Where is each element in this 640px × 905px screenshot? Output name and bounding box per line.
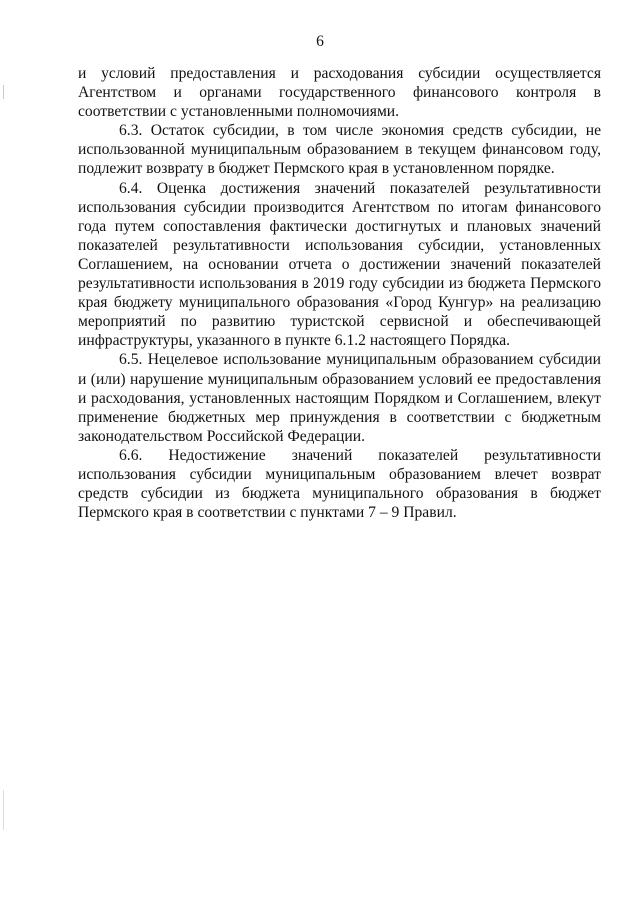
scan-edge-mark bbox=[3, 85, 4, 99]
page-number: 6 bbox=[316, 33, 324, 50]
scan-edge-mark bbox=[3, 790, 4, 830]
paragraph-6-6: 6.6. Недостижение значений показателей результативности использования субсидии муниципальным образованием влечет возврат средств субсидии из бюджета муниципального образования в бюджет Пермского края в соответствии с пунктами 7 – 9 Правил. bbox=[78, 446, 601, 522]
document-body bbox=[78, 64, 601, 522]
paragraph-6-5: 6.5. Нецелевое использование муниципальным образованием субсидии и (или) нарушение муниципальным образованием условий ее предоставления и расходования, установленных настоящим Порядком и Соглашением, влекут применение бюджетных мер принуждения в соответствии с бюджетным законодательством Российской Федерации. bbox=[78, 351, 601, 445]
paragraph-6-4: 6.4. Оценка достижения значений показателей результативности использования субсидии производится Агентством по итогам финансового года путем сопоставления фактически достигнутых и плановых значений показателей результативности использования субсидии, установленных Соглашением, на основании отчета о достижении значений показателей результативности использования в 2019 году субсидии из бюджета Пермского края бюджету муниципального образования «Город Кунгур» на реализацию мероприятий по развитию туристской сервисной и обеспечивающей инфраструктуры, указанного в пункте 6.1.2 настоящего Порядка. bbox=[78, 179, 601, 350]
paragraph-intro: и условий предоставления и расходования субсидии осуществляется Агентством и органами государственного финансового контроля в соответствии с установленными полномочиями. bbox=[78, 65, 601, 121]
paragraph-6-3: 6.3. Остаток субсидии, в том числе экономия средств субсидии, не использованной муниципальным образованием в текущем финансовом году, подлежит возврату в бюджет Пермского края в установленном порядке. bbox=[78, 122, 601, 178]
